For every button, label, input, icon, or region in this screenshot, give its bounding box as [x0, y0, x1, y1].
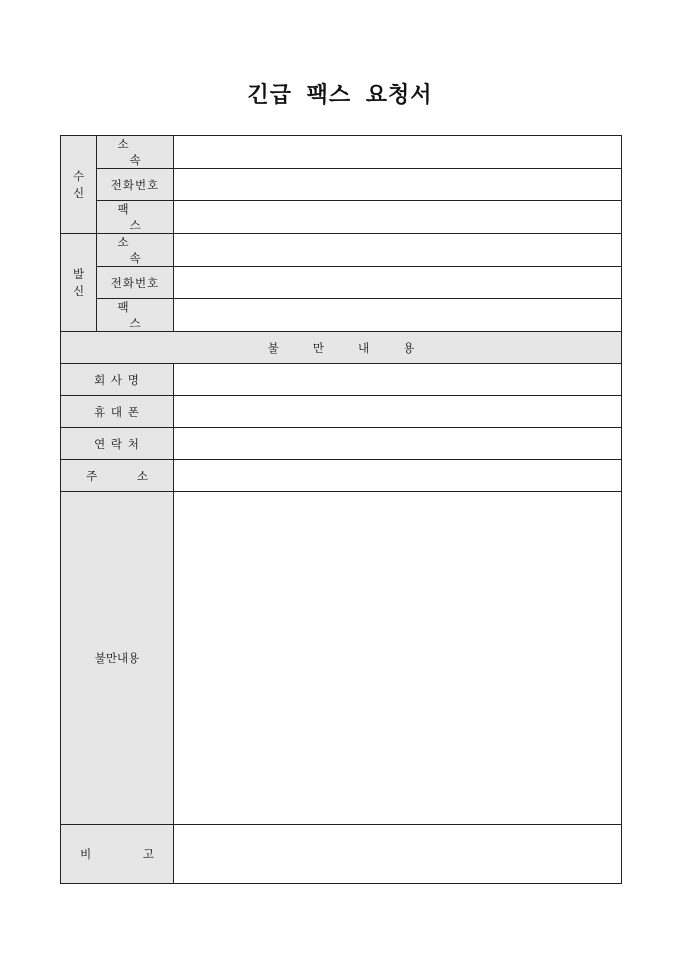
receive-affiliation-field[interactable]	[174, 136, 622, 169]
send-group-text: 발신	[72, 266, 85, 298]
page-title: 긴급 팩스 요청서	[247, 82, 433, 108]
receive-phone-field[interactable]	[174, 169, 622, 201]
remarks-label: 비 고	[61, 825, 174, 884]
company-name-label: 회 사 명	[61, 364, 174, 396]
complaint-section-header: 불만내용	[61, 332, 622, 364]
address-label: 주 소	[61, 460, 174, 492]
send-affiliation-field[interactable]	[174, 234, 622, 267]
complaint-content-label: 불만내용	[61, 492, 174, 825]
contact-label: 연 락 처	[61, 428, 174, 460]
receive-group-text: 수신	[72, 168, 85, 200]
send-fax-field[interactable]	[174, 299, 622, 332]
complaint-content-field[interactable]	[174, 492, 622, 825]
receive-phone-label: 전화번호	[97, 169, 174, 201]
receive-fax-label: 팩 스	[97, 201, 174, 234]
mobile-field[interactable]	[174, 396, 622, 428]
company-name-field[interactable]	[174, 364, 622, 396]
receive-fax-field[interactable]	[174, 201, 622, 234]
send-phone-label: 전화번호	[97, 267, 174, 299]
send-affiliation-label: 소 속	[97, 234, 174, 267]
remarks-field[interactable]	[174, 825, 622, 884]
receive-affiliation-label: 소 속	[97, 136, 174, 169]
send-phone-field[interactable]	[174, 267, 622, 299]
address-field[interactable]	[174, 460, 622, 492]
send-fax-label: 팩 스	[97, 299, 174, 332]
fax-request-form	[60, 135, 622, 884]
contact-field[interactable]	[174, 428, 622, 460]
send-group-label	[61, 234, 97, 332]
receive-group-label	[61, 136, 97, 234]
mobile-label: 휴 대 폰	[61, 396, 174, 428]
